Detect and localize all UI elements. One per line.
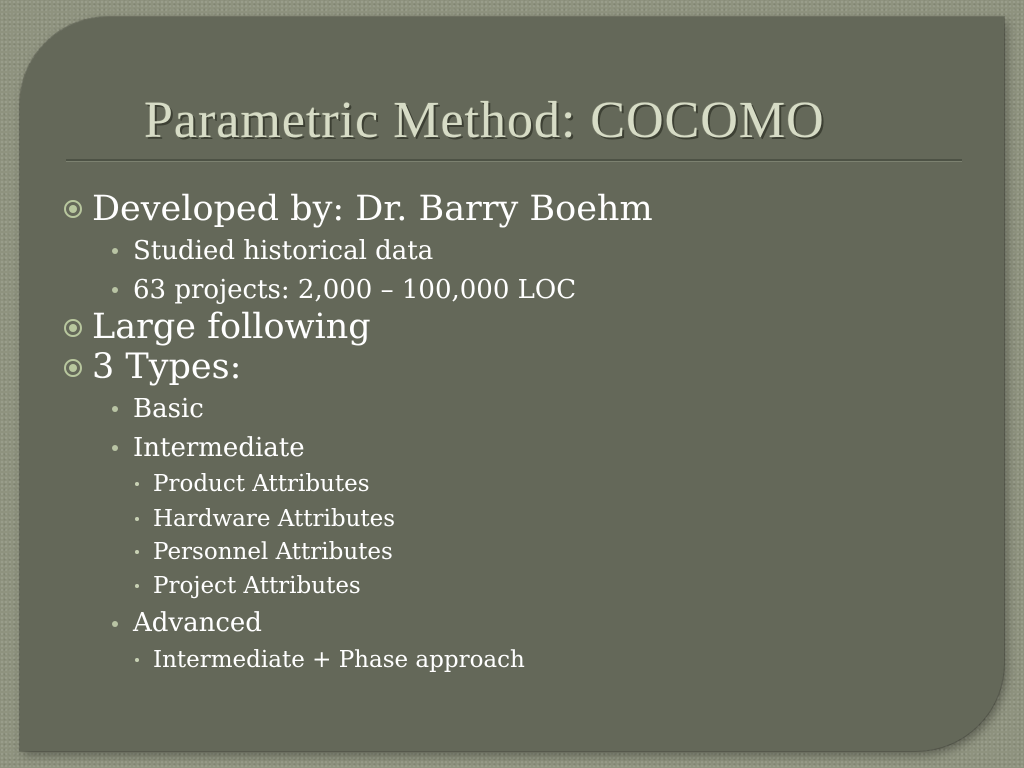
bullet-item-developed-by: Developed by: Dr. Barry Boehm	[92, 189, 653, 229]
circled-dot-bullet-icon	[64, 319, 82, 337]
dot-bullet-icon	[112, 248, 118, 254]
bullet-item-historical-data: Studied historical data	[133, 236, 434, 266]
dot-bullet-icon	[112, 406, 118, 412]
dot-bullet-icon	[112, 445, 118, 451]
bullet-list	[20, 17, 1004, 751]
dot-bullet-icon	[112, 287, 118, 293]
bullet-item-project-attributes: Project Attributes	[153, 573, 361, 599]
bullet-item-phase-approach: Intermediate + Phase approach	[153, 647, 525, 673]
small-dot-bullet-icon	[135, 550, 139, 554]
slide	[20, 17, 1004, 751]
bullet-item-projects: 63 projects: 2,000 – 100,000 LOC	[133, 275, 577, 305]
circled-dot-bullet-icon	[64, 359, 82, 377]
bullet-item-intermediate: Intermediate	[133, 433, 305, 463]
small-dot-bullet-icon	[135, 482, 139, 486]
small-dot-bullet-icon	[135, 517, 139, 521]
small-dot-bullet-icon	[135, 584, 139, 588]
bullet-item-hardware-attributes: Hardware Attributes	[153, 506, 396, 532]
slide-title: Parametric Method: COCOMO	[144, 92, 825, 149]
bullet-item-product-attributes: Product Attributes	[153, 471, 370, 497]
bullet-item-basic: Basic	[133, 394, 204, 424]
circled-dot-bullet-icon	[64, 200, 82, 218]
bullet-item-large-following: Large following	[92, 307, 371, 347]
bullet-item-three-types: 3 Types:	[92, 347, 242, 387]
small-dot-bullet-icon	[135, 658, 139, 662]
bullet-item-advanced: Advanced	[133, 608, 262, 638]
dot-bullet-icon	[112, 621, 118, 627]
bullet-item-personnel-attributes: Personnel Attributes	[153, 539, 393, 565]
